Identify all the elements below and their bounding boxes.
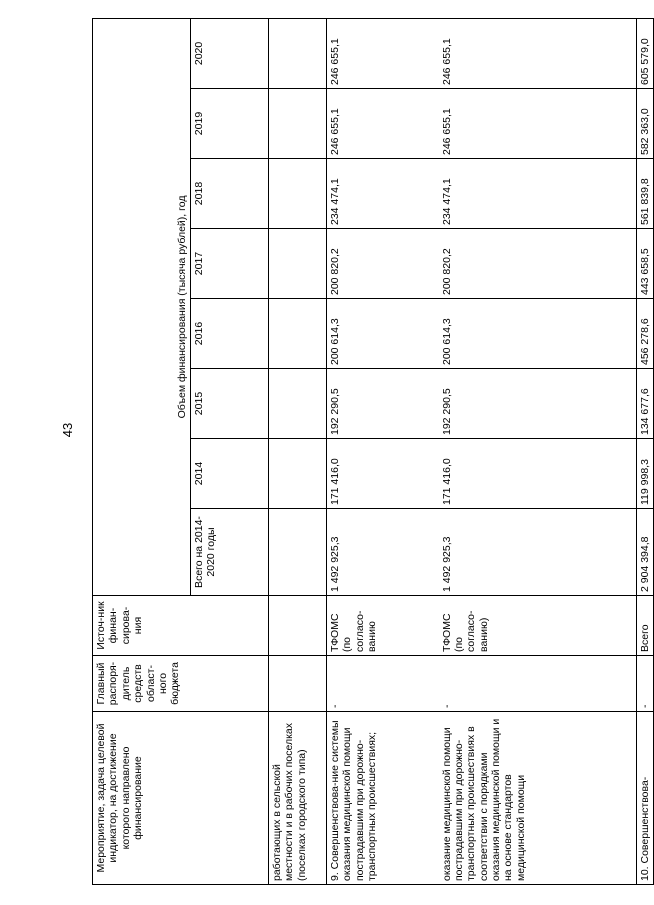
header-year-2014: 2014 [191,439,269,509]
row-total: 1 492 925,3 [327,509,439,596]
table-row [327,18,439,884]
row-value-2017: 200 820,2 [439,229,637,299]
row-source: ТФОМС (по согласо-ванию) [439,596,637,656]
row-value-2015: 192 290,5 [327,369,439,439]
row-value-2015 [269,369,327,439]
row-value-2020: 605 579,0 [637,18,654,88]
row-manager [269,656,327,712]
header-year-2016: 2016 [191,299,269,369]
row-value-2016: 456 278,6 [637,299,654,369]
row-source: Всего [637,596,654,656]
row-manager: - [637,656,654,712]
row-measure: работающих в сельской местности и в рабочих поселках (поселках городского типа) [269,712,327,885]
row-source [269,596,327,656]
header-year-2017: 2017 [191,229,269,299]
row-value-2019 [269,89,327,159]
financing-table [92,18,654,885]
table-row [269,18,327,884]
row-total: 2 904 394,8 [637,509,654,596]
row-total [269,509,327,596]
header-year-2019: 2019 [191,89,269,159]
header-year-2015: 2015 [191,369,269,439]
table-row [637,18,654,884]
header-year-2018: 2018 [191,159,269,229]
row-total: 1 492 925,3 [439,509,637,596]
row-value-2018: 234 474,1 [439,159,637,229]
header-total: Всего на 2014-2020 годы [191,509,269,596]
row-value-2020: 246 655,1 [327,18,439,88]
row-value-2019: 246 655,1 [327,89,439,159]
header-source: Источ-ник финан-сирова-ния [93,596,269,656]
row-value-2019: 246 655,1 [439,89,637,159]
row-manager: - [439,656,637,712]
row-value-2020: 246 655,1 [439,18,637,88]
row-value-2016: 200 614,3 [327,299,439,369]
row-value-2017 [269,229,327,299]
row-value-2016: 200 614,3 [439,299,637,369]
row-value-2020 [269,18,327,88]
page-number: 43 [60,422,75,438]
row-measure: 10. Совершенствова- [637,712,654,885]
row-value-2014: 171 416,0 [439,439,637,509]
row-measure: 9. Совершенствова-ние системы оказания медицинской помощи пострадавшим при дорожно-транспортных происшествиях; [327,712,439,885]
row-value-2014 [269,439,327,509]
row-value-2017: 443 658,5 [637,229,654,299]
rotated-page [92,19,651,885]
header-volume: Объем финансирования (тысяча рублей), год [93,18,191,595]
row-value-2014: 171 416,0 [327,439,439,509]
row-value-2018: 561 839,8 [637,159,654,229]
header-year-2020: 2020 [191,18,269,88]
row-measure: оказание медицинской помощи пострадавшим при дорожно-транспортных происшествиях в соответствии с порядками оказания медицинской помощи и на основе стандартов медицинской помощи [439,712,637,885]
row-manager: - [327,656,439,712]
row-value-2019: 582 363,0 [637,89,654,159]
row-source: ТФОМС (по согласо-ванию [327,596,439,656]
row-value-2014: 119 998,3 [637,439,654,509]
row-value-2018: 234 474,1 [327,159,439,229]
header-measure: Мероприятие, задача целевой индикатор, на достижение которого направлено финансирование [93,712,269,885]
row-value-2018 [269,159,327,229]
table-row [439,18,637,884]
row-value-2017: 200 820,2 [327,229,439,299]
row-value-2015: 192 290,5 [439,369,637,439]
header-manager: Главный распоря-дитель средств област-ного бюджета [93,656,269,712]
row-value-2016 [269,299,327,369]
row-value-2015: 134 677,6 [637,369,654,439]
